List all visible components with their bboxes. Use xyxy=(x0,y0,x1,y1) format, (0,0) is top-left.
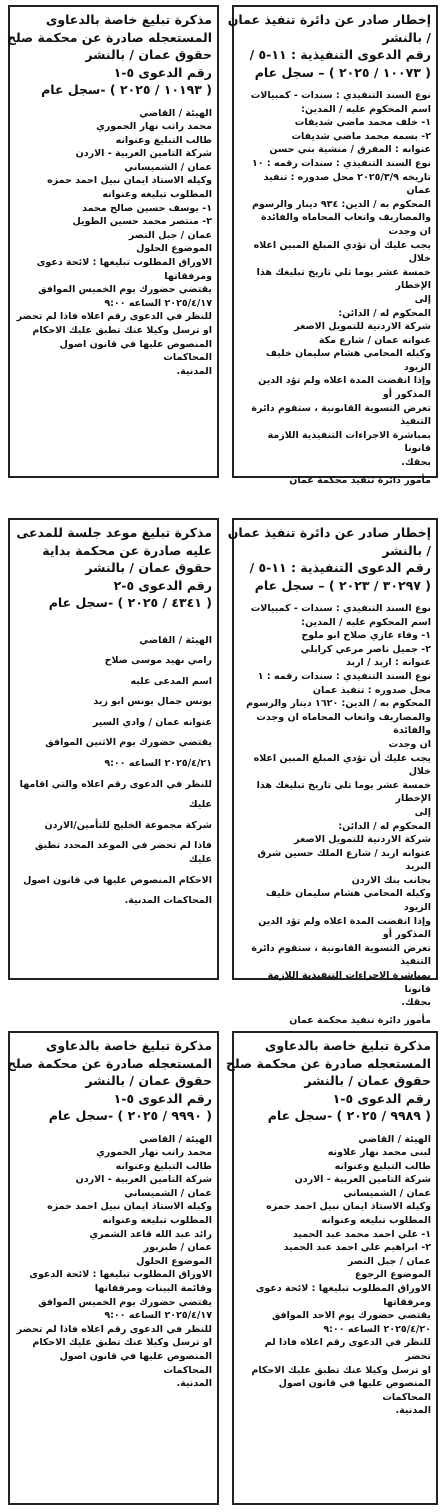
body-line: الهيئة / القاضي xyxy=(139,1133,212,1145)
body-line: ١- علي احمد محمد عبد الحميد xyxy=(292,1228,431,1240)
notice-summons-1 xyxy=(8,5,219,478)
body-line: لبنى محمد نهار علاونه xyxy=(327,1147,431,1159)
heading-line: رقم الدعوى ٥-١ xyxy=(332,1090,431,1106)
body-line: ٢- ابراهيم علي احمد عبد الحميد xyxy=(283,1242,431,1254)
body-line: بمباشرة الاجراءات التنفيذية اللازمة قانونا xyxy=(267,970,431,995)
body-line: اسم المدعى عليه xyxy=(130,675,212,687)
body-line: بحقك. xyxy=(401,457,431,469)
body-line: إلى xyxy=(414,293,431,305)
body-line: تعرض التسوية القانونية ، ستقوم دائرة التنفيذ xyxy=(251,402,431,428)
body-line: او ترسل وكيلا عنك تطبق عليك الاحكام xyxy=(32,1337,212,1349)
body-line: عنوانه : المفرق / منشية بني حسن xyxy=(269,144,431,156)
heading-line: مذكرة تبليغ خاصة بالدعاوى xyxy=(45,12,212,27)
body-line: يقتضي حضورك يوم الاحد الموافق xyxy=(271,1310,431,1322)
body-line: فاذا لم تحضر في الموعد المحدد تطبق عليك xyxy=(34,840,212,866)
heading-line: رقم الدعوى ٥-١ xyxy=(113,1090,212,1106)
body-line: بمباشرة الاجراءات التنفيذية اللازمة قانونا xyxy=(267,429,431,455)
body-line: يقتضي حضورك يوم الخميس الموافق xyxy=(38,1296,212,1308)
body-line: ومرفقاتها xyxy=(383,1296,431,1308)
body-line: والمصاريف واتعاب المحاماه ان وجدت والفائدة xyxy=(256,711,431,737)
heading-line: المستعجله صادرة عن محكمة صلح xyxy=(225,1055,431,1071)
body-line: بحقك. xyxy=(401,997,431,1009)
body-line: الهيئة / القاضي xyxy=(139,107,212,119)
body-line: وكيله الاستاذ ايمان نبيل احمد حمزه xyxy=(47,1201,212,1213)
body-line: عمان / جبل النصر xyxy=(128,229,212,241)
body-line: وكيله المحامي هشام سليمان خليف الزيود xyxy=(265,348,431,373)
body-line: المدنية. xyxy=(395,1405,431,1417)
heading-line: / بالنشر xyxy=(382,542,431,558)
body-line: خمسة عشر يوما تلي تاريخ تبليغك هذا الإخطار xyxy=(256,266,431,292)
body-line: ٢٠٢٥/٤/١٧ الساعه ٩:٠٠ xyxy=(104,1310,212,1322)
heading-line: حقوق عمان / بالنشر xyxy=(85,560,212,575)
body-line: تاريخه ٢٠٢٥/٣/٩ محل صدوره : تنفيذ عمان xyxy=(263,171,431,197)
body-line: الموضوع الرجوع xyxy=(354,1269,431,1281)
notice-enforcement-1 xyxy=(227,5,438,486)
body-line: عليك xyxy=(188,799,212,811)
notice-body xyxy=(239,1133,431,1418)
heading-line: ( ٤٣٤١ / ٢٠٢٥ ) -سجل عام xyxy=(48,595,212,610)
body-line: او ترسل وكيلا عنك تطبق عليك الاحكام xyxy=(251,1364,431,1376)
body-line: المنصوص عليها في قانون اصول المحاكمات xyxy=(278,1378,431,1403)
body-line: المدنية. xyxy=(176,365,212,377)
body-line: يقتضي حضورك يوم الخميس الموافق xyxy=(38,284,212,296)
heading-line: رقم الدعوى التنفيذية : ١١-٥ / xyxy=(249,560,431,575)
body-line: ان وجدت xyxy=(388,225,431,237)
heading-line: حقوق عمان / بالنشر xyxy=(304,1073,431,1088)
body-line: نوع السند التنفيذي : سندات - كمبيالات xyxy=(250,90,431,101)
heading-line: رقم الدعوى التنفيذية : ١١-٥ / xyxy=(249,47,431,62)
notice-enforcement-2 xyxy=(227,518,438,1026)
heading-line: رقم الدعوى ٥-٢ xyxy=(113,577,212,593)
notice-body xyxy=(15,107,212,379)
body-line: المحكوم له / الدائن: xyxy=(338,307,431,319)
heading-line: المستعجله صادرة عن محكمة صلح xyxy=(6,29,212,45)
body-line: يجب عليك أن تؤدي المبلغ المبين اعلاه خلال xyxy=(253,752,431,778)
body-line: وقائمة البينات ومرفقاتها xyxy=(94,1283,212,1295)
body-line: طالب التبليغ وعنوانه xyxy=(334,1160,431,1172)
body-line: طالب التبليغ وعنوانه xyxy=(115,134,212,146)
body-line: وإذا انقضت المدة اعلاه ولم تؤد الدين المذكور أو xyxy=(258,915,431,941)
body-line: ان وجدت xyxy=(388,738,431,750)
body-line: الاوراق المطلوب تبليغها : لائحة الدعوى xyxy=(29,1269,212,1281)
body-line: الموضوع الحلول xyxy=(136,243,212,255)
body-line: ١- يوسف حسين صالح محمد xyxy=(82,202,212,214)
body-line: وإذا انقضت المدة اعلاه ولم تؤد الدين المذكور أو xyxy=(258,375,431,401)
body-line: عمان / طبربور xyxy=(143,1242,212,1254)
notice-body xyxy=(239,602,431,1027)
notice-body xyxy=(15,1133,212,1391)
body-line: بجانب بنك الاردن xyxy=(351,874,431,886)
heading-line: ( ١٠١٩٣ / ٢٠٢٥ ) -سجل عام xyxy=(41,82,212,97)
body-line: المنصوص عليها في قانون اصول المحاكمات xyxy=(59,338,212,364)
body-line: ٢٠٢٥/٤/٢٠ الساعه ٩:٠٠ xyxy=(323,1323,431,1335)
notice-body xyxy=(239,89,431,487)
heading-line: حقوق عمان / بالنشر xyxy=(85,1073,212,1088)
body-line: والمصاريف واتعاب المحاماه والفائدة xyxy=(261,212,431,224)
body-line: اسم المحكوم عليه / المدين: xyxy=(301,103,431,115)
body-line: الاحكام المنصوص عليها في قانون اصول xyxy=(23,874,212,886)
heading-line: مذكرة تبليغ خاصة بالدعاوى xyxy=(45,1038,212,1053)
body-line: ١- خلف محمد ماضي شديفات xyxy=(294,117,431,129)
body-line: الموضوع الحلول xyxy=(136,1255,212,1267)
body-line: الاوراق المطلوب تبليغها : لائحة دعوى xyxy=(255,1283,431,1295)
notice-heading xyxy=(6,11,212,99)
heading-line: المستعجله صادرة عن محكمة صلح xyxy=(6,1055,212,1071)
body-line: المطلوب تبليغه وعنوانه xyxy=(102,1215,212,1227)
notice-summons-2 xyxy=(225,1031,438,1505)
heading-line: إخطار صادر عن دائرة تنفيذ عمان xyxy=(227,12,431,27)
body-line: شركة التامين العربية - الاردن xyxy=(294,1174,431,1186)
body-line: المطلوب تبليغه وعنوانه xyxy=(102,189,212,201)
heading-line: حقوق عمان / بالنشر xyxy=(85,47,212,62)
body-line: إلى xyxy=(414,806,431,818)
notice-heading xyxy=(225,1037,431,1125)
body-line: المطلوب تبليغه وعنوانه xyxy=(321,1215,431,1227)
body-line: عنوانه : اربد / اربد xyxy=(346,657,431,669)
signature-line: مأمور دائرة تنفيذ محكمة عمان xyxy=(289,1014,431,1026)
body-line: الاوراق المطلوب تبليغها : لائحة دعوى xyxy=(36,257,212,269)
notice-heading xyxy=(6,1037,212,1125)
body-line: المحكوم به / الدين: ٩٣٤ دينار والرسوم xyxy=(251,198,431,210)
body-line: خمسة عشر يوما تلي تاريخ تبليغك هذا الإخطار xyxy=(256,779,431,805)
heading-line: إخطار صادر عن دائرة تنفيذ عمان xyxy=(227,525,431,540)
heading-line: عليه صادرة عن محكمة بداية xyxy=(42,542,212,558)
heading-line: ( ٩٩٨٩ / ٢٠٢٥ ) -سجل عام xyxy=(267,1108,431,1123)
body-line: عمان / الشميساني xyxy=(343,1187,431,1199)
body-line: المدنية. xyxy=(176,1378,212,1390)
body-line: المحكوم به / الدين: ١٦٢٠ دينار والرسوم xyxy=(246,698,431,710)
body-line: للنظر في الدعوى رقم اعلاه فاذا لم تحضر xyxy=(264,1337,431,1362)
body-line: عمان / الشميساني xyxy=(124,1187,212,1199)
body-line: عنوانه عمان / وادي السير xyxy=(92,716,212,728)
body-line: وكيله الاستاذ ايمان نبيل احمد حمزه xyxy=(47,175,212,187)
body-line: شركة التامين العربية - الاردن xyxy=(75,1174,212,1186)
notice-hearing-date xyxy=(8,518,219,980)
body-line: للنظر في الدعوى رقم اعلاه فاذا لم تحضر xyxy=(16,311,212,323)
body-line: ٢٠٢٥/٤/١٧ الساعه ٩:٠٠ xyxy=(104,297,212,309)
body-line: وكيله الاستاذ ايمان نبيل احمد حمزه xyxy=(266,1201,431,1213)
body-line: المحكوم له / الدائن: xyxy=(338,820,431,832)
body-line: عنوانه عمان / شارع مكة xyxy=(318,334,431,346)
body-line: رامي نهيد موسى صلاح xyxy=(104,655,212,667)
body-line: الهيئة / القاضي xyxy=(358,1133,431,1145)
body-line: ٢٠٢٥/٤/٢١ الساعه ٩:٠٠ xyxy=(104,758,212,770)
body-line: شركة مجموعة الخليج للتأمين/الاردن xyxy=(44,819,212,831)
body-line: المنصوص عليها في قانون اصول المحاكمات xyxy=(59,1351,212,1376)
body-line: وكيله المحامي هشام سليمان خليف الزيود xyxy=(265,888,431,914)
body-line: تعرض التسوية القانونية ، ستقوم دائرة التنفيذ xyxy=(251,942,431,968)
body-line: اسم المحكوم عليه / المدين: xyxy=(301,616,431,628)
body-line: ٢- بسمه محمد ماضي شديفات xyxy=(291,130,431,142)
body-line: عمان / جبل النصر xyxy=(347,1255,431,1267)
heading-line: مذكرة تبليغ موعد جلسة للمدعى xyxy=(16,525,212,540)
body-line: شركة الاردنية للتمويل الاصغر xyxy=(294,321,431,333)
body-line: ١- وفاء غازي صلاح ابو ملوح xyxy=(301,630,431,642)
notice-heading xyxy=(15,524,212,612)
body-line: نوع السند التنفيذي : سندات رقمه : ١ xyxy=(257,670,431,682)
body-line: ٢- منتصر محمد حسين الطويل xyxy=(72,216,212,228)
body-line: للنظر في الدعوى رقم اعلاه والتي اقامها xyxy=(19,778,212,790)
body-line: المحاكمات المدنية. xyxy=(124,895,212,907)
body-line: محمد راتب نهار الحموري xyxy=(96,1147,212,1159)
body-line: ومرفقاتها xyxy=(164,270,212,282)
notice-body xyxy=(15,634,212,908)
body-line: يجب عليك أن تؤدي المبلغ المبين اعلاه خلال xyxy=(253,239,431,265)
body-line: محل صدوره : تنفيذ عمان xyxy=(312,684,431,696)
body-line: ٢- جميل ناصر مرعي كرابلي xyxy=(300,643,431,655)
notice-summons-3 xyxy=(8,1031,219,1505)
body-line: عنوانه اربد / شارع الملك حسين شرق البريد xyxy=(257,847,431,873)
body-line: شركة التامين العربية - الاردن xyxy=(75,148,212,160)
body-line: يقتضي حضورك يوم الاثنين الموافق xyxy=(45,737,212,749)
heading-line: مذكرة تبليغ خاصة بالدعاوى xyxy=(264,1038,431,1053)
body-line: عمان / الشميساني xyxy=(124,161,212,173)
heading-line: رقم الدعوى ٥-١ xyxy=(113,64,212,80)
body-line: نوع السند التنفيذي : سندات رقمه : ١٠ xyxy=(251,157,431,169)
body-line: الهيئة / القاضي xyxy=(139,634,212,646)
heading-line: ( ٣٠٢٩٧ / ٢٠٢٣ ) – سجل عام xyxy=(254,577,431,593)
heading-line: ( ٩٩٩٠ / ٢٠٢٥ ) -سجل عام xyxy=(48,1108,212,1123)
body-line: او ترسل وكيلا عنك تطبق عليك الاحكام xyxy=(32,325,212,336)
body-line: شركة الاردنية للتمويل الاصغر xyxy=(294,834,431,846)
signature-line: مأمور دائرة تنفيذ محكمة عمان xyxy=(289,474,431,486)
body-line: طالب التبليغ وعنوانه xyxy=(115,1160,212,1172)
body-line: نوع السند التنفيذي : سندات - كمبيالات xyxy=(250,603,431,614)
body-line: محمد راتب نهار الحموري xyxy=(96,121,212,133)
body-line: للنظر في الدعوى رقم اعلاه فاذا لم تحضر xyxy=(16,1323,212,1335)
body-line: يونس جمال يونس ابو زيد xyxy=(93,696,212,708)
heading-line: ( ١٠٠٧٣ / ٢٠٢٥ ) – سجل عام xyxy=(254,64,431,80)
heading-line: / بالنشر xyxy=(382,29,431,45)
notice-heading xyxy=(227,524,431,594)
body-line: رائد عبد الله قاعد الشمري xyxy=(89,1228,212,1240)
notice-heading xyxy=(227,11,431,81)
